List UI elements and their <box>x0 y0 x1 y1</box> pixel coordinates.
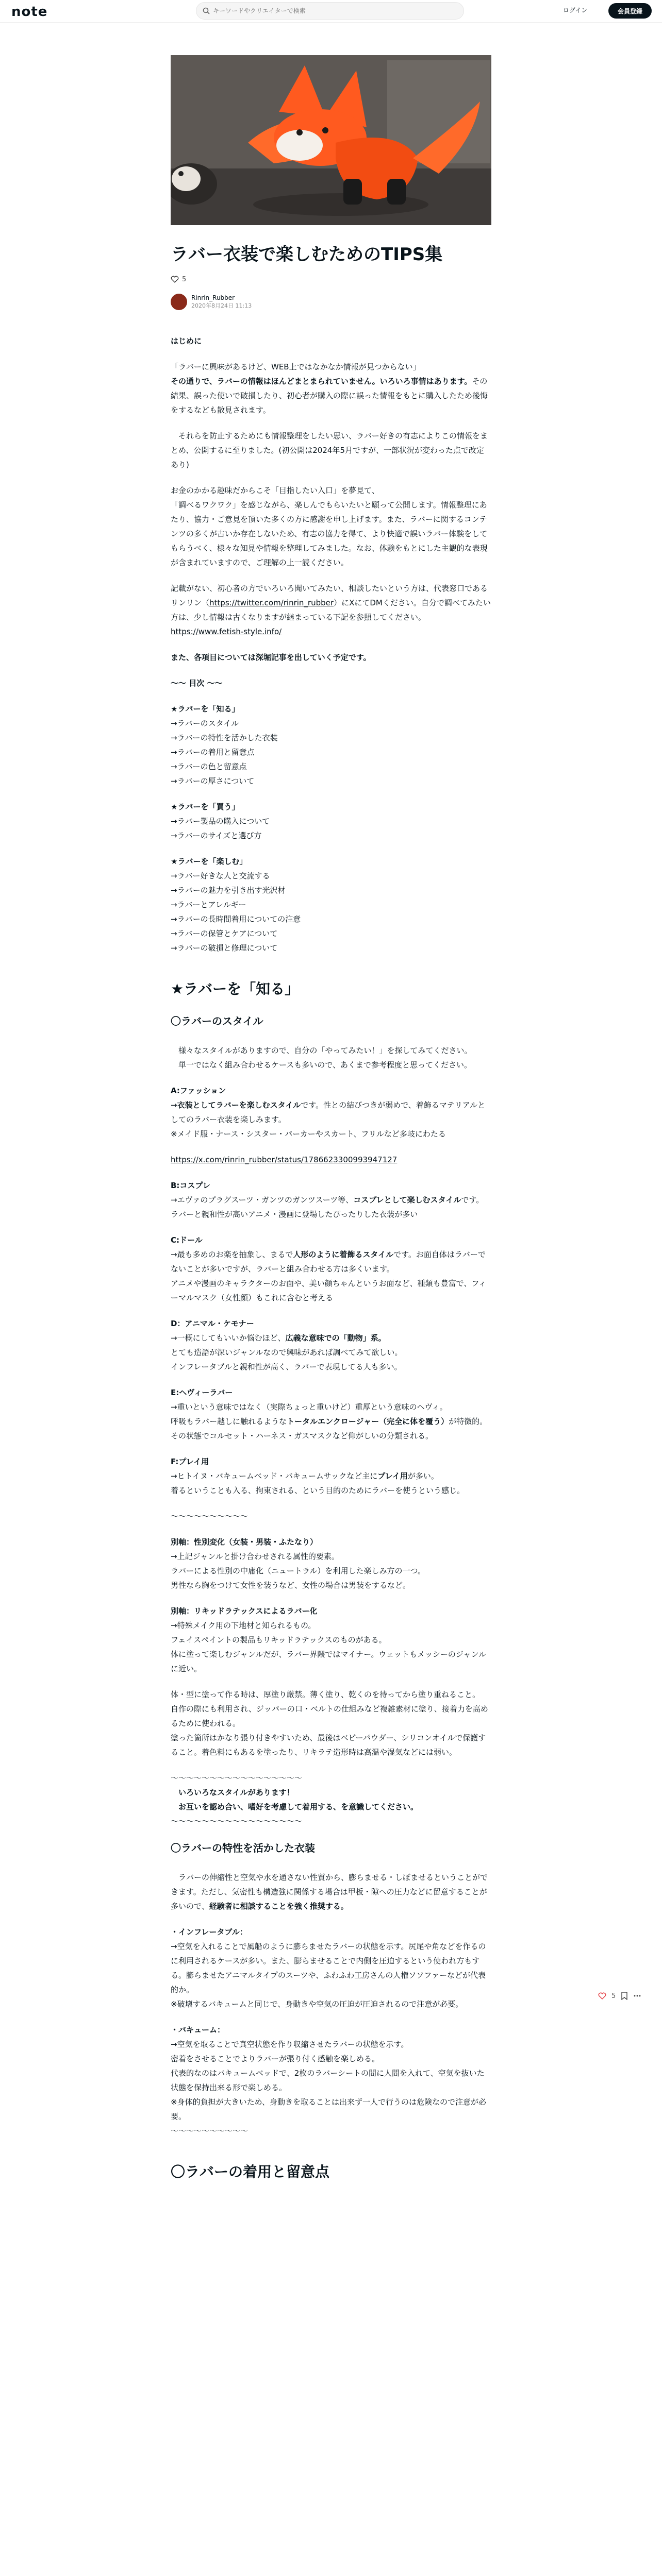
author-date: 2020年8月24日 11:13 <box>191 302 252 309</box>
article-title: ラバー衣装で楽しむためのTIPS集 <box>171 244 443 265</box>
login-link[interactable]: ログイン <box>563 7 588 14</box>
author-name[interactable]: Rinrin_Rubber <box>191 294 235 301</box>
subsection-title: 〇ラバーの特性を活かした衣装 <box>171 1842 315 1854</box>
paragraph: ラバーの伸縮性と空気や水を通さない性質から、膨らませる・しぼませるということができます。ただし、気密性も構造強に関係する場合は甲板・隙への圧力などに留意することが多いので、経験者に相談することを強く推奨する。 <box>171 1873 488 1911</box>
paragraph: また、各項目については深堀記事を出していく予定です。 <box>171 653 371 662</box>
article-body <box>171 334 491 2181</box>
paragraph: F:プレイ用 →ヒトイヌ・バキュームベッド・バキュームサックなど主にプレイ用が多い。 着るということも入る、拘束される、という目的のためにラバーを使うという感じ。 <box>171 1457 465 1495</box>
paragraph: お金のかかる趣味だからこそ「目指したい入口」を夢見て、 「調べるワクワク」を感じながら、楽しんでもらいたいと願って公開します。情報整理にあたり、協力・ご意見を頂いた多くの方に感謝を申し上げます。また、ラバーに関するコンテンツの多くが古いか存在しないため、有志の協力を得て、より快適で誤いラバー体験をしてもらうべく、様々な知見や情報を整理してみました。なお、体験をもとにした主観的な表現が含まれていますので、ご理解の上一読ください。 <box>171 486 488 567</box>
paragraph: 「ラバーに興味があるけど、WEB上ではなかなか情報が見つからない」 その通りで、ラバーの情報はほんどまとまられていません。いろいろ事情はあります。その結果、誤った使いで破損したり、初心者が購入の際に誤った情報をもとに購入したため後悔をするなども散見されます。 <box>171 362 488 415</box>
paragraph: それらを防止するためにも情報整理をしたい思い、ラバー好きの有志によりこの情報をまとめ、公開するに至りました。(初公開は2024年5月ですが、一部状況が変わった点で改定あり) <box>171 431 488 469</box>
paragraph: E:ヘヴィーラバー →重いという意味ではなく（実際ちょっと重いけど）重厚という意味のヘヴィ。 呼吸もラバー越しに触れるようなトータルエンクロージャー（完全に体を覆う）が特徴的。 その状態でコルセット・ハーネス・ガスマスクなど仰がしいの分類される。 <box>171 1388 488 1440</box>
bookmark-icon[interactable] <box>621 1992 628 2000</box>
hero-image <box>171 55 491 225</box>
heart-icon[interactable] <box>598 1992 606 2000</box>
paragraph: D：アニマル・ケモナー →一概にしてもいいか悩むほど、広義な意味での「動物」系。 とても造語が深いジャンルなので興味があれば調べてみて欲しい。 インフレータブルと親和性が高く、ラバーで表現してる人も多い。 <box>171 1319 403 1371</box>
paragraph: 〜〜 目次 〜〜 <box>171 679 223 688</box>
link[interactable]: https://x.com/rinrin_rubber/status/1786623300993947127 <box>171 1155 398 1164</box>
paragraph: 記載がない、初心者の方でいろいろ聞いてみたい、相談したいという方は、代表窓口であるリンリン（https://twitter.com/rinrin_rubber）にXにてDMください。自分で調べてみたい方は、少し情報は古くなりますが継まっている下記を参照してください。 https://www.fetish-style.info/ <box>171 584 491 636</box>
paragraph: 別軸：リキッドラテックスによるラバー化 →特殊メイク用の下地材と知られるもの。 フェイスペイントの製品もリキッドラテックスのものがある。 体に塗って楽しむジャンルだが、ラバー界隈ではマイナー。ウェットもメッシーのジャンルに近い。 <box>171 1606 487 1673</box>
search-box[interactable] <box>196 2 464 20</box>
paragraph: 別軸：性別変化（女装・男装・ふたなり） →上記ジャンルと掛け合わせされる属性的要素。 ラバーによる性別の中庸化（ニュートラル）を利用した楽しみ方の一つ。 男性なら胸をつけて女性を装うなど、女性の場合は男装をするなど。 <box>171 1537 425 1590</box>
site-header <box>0 0 662 23</box>
search-icon <box>203 7 210 14</box>
toc-list: ★ラバーを「知る」 →ラバーのスタイル →ラバーの特性を活かした衣装 →ラバーの着用と留意点 →ラバーの色と留意点 →ラバーの厚さについて <box>171 704 278 786</box>
toc-list: ★ラバーを「楽しむ」 →ラバー好きな人と交流する →ラバーの魅力を引き出す光沢材 →ラバーとアレルギー →ラバーの長時間着用についての注意 →ラバーの保管とケアについて →ラバーの破損と修理について <box>171 857 301 953</box>
search-input[interactable] <box>213 7 450 14</box>
side-actions <box>598 1992 641 2000</box>
toc-list: ★ラバーを「買う」 →ラバー製品の購入について →ラバーのサイズと選び方 <box>171 802 270 840</box>
paragraph <box>171 1153 491 1167</box>
paragraph: ・インフレータブル： →空気を入れることで風船のように膨らませたラバーの状態を示す。尻尾や角などを作るのに利用されるケースが多い。また、膨らませることで内側を圧迫するという使われ方もする。膨らませたアニマルタイプのスーツや、ふわふわ工房さんの人権ソソファーなどが代表的か。 ※破壊するバキュームと同じで、身動きや空気の圧迫が圧迫されるので注意が必要。 <box>171 1927 486 2009</box>
like-count: 5 <box>182 275 187 283</box>
note-logo[interactable]: note <box>11 4 48 20</box>
article <box>171 242 491 2196</box>
paragraph: ・バキューム： →空気を取ることで真空状態を作り収縮させたラバーの状態を示す。 密着をさせることでよりラバーが張り付く感触を楽しめる。 代表的なのはバキュームベッドで、2枚のラバーシートの間に人間を入れて、空気を抜いた状態を保持出来る形で楽しめる。 ※身体的負担が大きいため、身動きを取ることは出来ず一人で行うのは危険なので注意が必要。 〜〜〜〜〜〜〜〜〜〜 <box>171 2025 486 2136</box>
more-icon[interactable] <box>633 1992 641 2000</box>
section-heading: はじめに <box>171 336 202 346</box>
heart-icon[interactable] <box>171 275 179 283</box>
author-block[interactable] <box>171 294 491 310</box>
paragraph: 体・型に塗って作る時は、厚塗り厳禁。薄く塗り、乾くのを待ってから塗り重ねること。 自作の際にも利用され、ジッパーの口・ベルトの仕組みなど複雑素材に塗り、接着力を高めるために使われる。 塗った箇所はかなり張り付きやすいため、最後はベビーパウダー、シリコンオイルで保護すること。着色料にもあるを塗ったり、リキラテ造形時は高温や湿気などには弱い。 <box>171 1690 488 1757</box>
link[interactable]: https://twitter.com/rinrin_rubber <box>209 598 334 607</box>
paragraph: B:コスプレ →エヴァのプラグスーツ・ガンツのガンツスーツ等、コスプレとして楽しむスタイルです。ラバーと親和性が高いアニメ・漫画に登場したぴったりした衣装が多い <box>171 1181 484 1219</box>
rubber-fox-toy-image <box>171 55 491 225</box>
paragraph: 〜〜〜〜〜〜〜〜〜〜 <box>171 1512 249 1521</box>
paragraph: 〜〜〜〜〜〜〜〜〜〜〜〜〜〜〜〜〜 いろいろなスタイルがあります！ お互いを認め合い、嗜好を考慮して着用する、を意識してください。 〜〜〜〜〜〜〜〜〜〜〜〜〜〜〜〜〜 <box>171 1773 419 1826</box>
paragraph: C:ドール →最も多めのお楽を抽象し、まるで人形のように着飾るスタイルです。お面自体はラバーでないことが多いですが、ラバーと組み合わせる方は多くいます。 アニメや漫画のキャラクターのお面や、美い顔ちゃんというお面など、種類も豊富で、フィーマルマスク（女性顔）もこれに含むと考える <box>171 1235 487 1302</box>
section-title: ★ラバーを「知る」 <box>171 980 300 997</box>
subsection-title: 〇ラバーのスタイル <box>171 1015 263 1027</box>
link[interactable]: https://www.fetish-style.info/ <box>171 627 282 636</box>
paragraph: 様々なスタイルがありますので、自分の「やってみたい！」を探してみてください。 単一ではなく組み合わせるケースも多いので、あくまで参考程度と思ってください。 <box>171 1046 472 1070</box>
signup-button[interactable]: 会員登録 <box>608 3 652 19</box>
like-row <box>171 275 491 283</box>
avatar[interactable] <box>171 294 187 310</box>
section-title: 〇ラバーの着用と留意点 <box>171 2163 330 2180</box>
side-like-count: 5 <box>611 1992 616 2000</box>
paragraph: A:ファッション →衣装としてラバーを楽しむスタイルです。性との結びつきが弱めで、着飾るマテリアルとしてのラバー衣装を楽しみます。 ※メイド服・ナース・シスター・パーカーやスカート、フリルなど多岐にわたる <box>171 1086 486 1139</box>
